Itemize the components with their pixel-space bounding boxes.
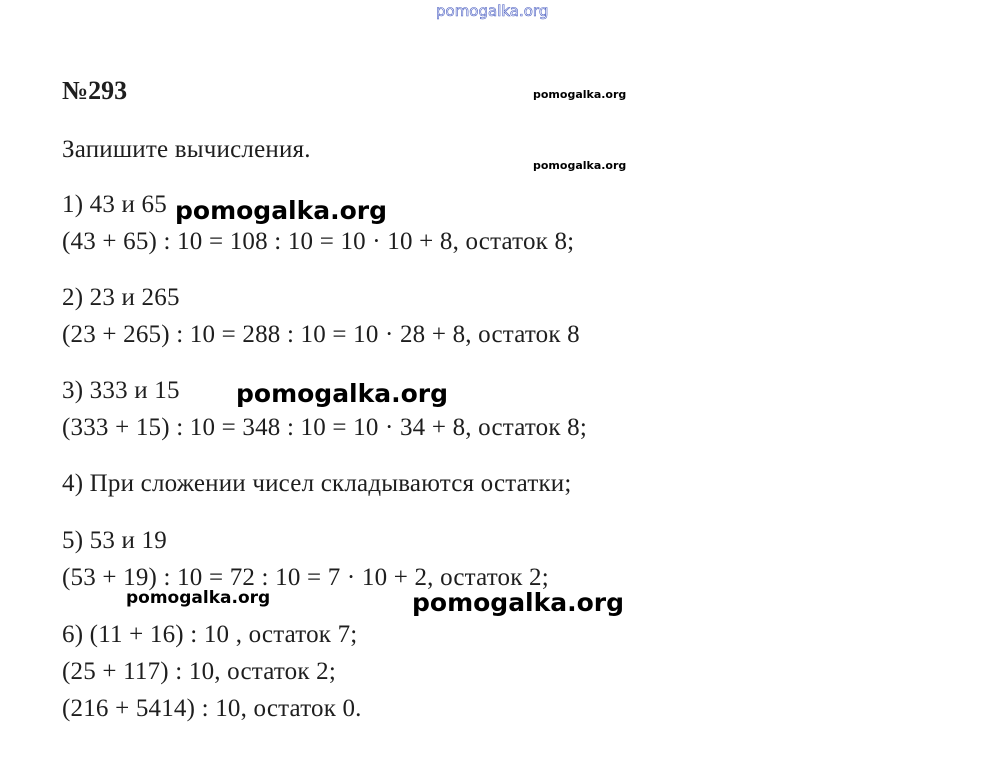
instruction: Запишите вычисления. <box>62 136 311 163</box>
item-6-calculation-2: (25 + 117) : 10, остаток 2; <box>62 658 337 685</box>
item-1-numbers: 1) 43 и 65 <box>62 191 167 218</box>
item-5-calculation: (53 + 19) : 10 = 72 : 10 = 7 · 10 + 2, остаток 2; <box>62 564 549 591</box>
item-3-calculation: (333 + 15) : 10 = 348 : 10 = 10 · 34 + 8, остаток 8; <box>62 414 587 441</box>
watermark-small-1: pomogalka.org <box>533 88 627 101</box>
watermark-large-3: pomogalka.org <box>412 588 625 617</box>
watermark-medium: pomogalka.org <box>126 588 271 608</box>
item-6-calculation-1: 6) (11 + 16) : 10 , остаток 7; <box>62 621 358 648</box>
item-2-calculation: (23 + 265) : 10 = 288 : 10 = 10 · 28 + 8, остаток 8 <box>62 321 580 348</box>
problem-number: №293 <box>62 76 128 105</box>
header-watermark: pomogalka.org <box>436 2 549 20</box>
item-5-numbers: 5) 53 и 19 <box>62 527 167 554</box>
item-3-numbers: 3) 333 и 15 <box>62 377 180 404</box>
watermark-large-2: pomogalka.org <box>236 379 449 408</box>
watermark-small-2: pomogalka.org <box>533 159 627 172</box>
item-6-calculation-3: (216 + 5414) : 10, остаток 0. <box>62 695 362 722</box>
item-2-numbers: 2) 23 и 265 <box>62 284 180 311</box>
item-1-calculation: (43 + 65) : 10 = 108 : 10 = 10 · 10 + 8, остаток 8; <box>62 228 575 255</box>
item-4-conclusion: 4) При сложении чисел складываются остатки; <box>62 470 572 497</box>
watermark-large-1: pomogalka.org <box>175 196 388 225</box>
